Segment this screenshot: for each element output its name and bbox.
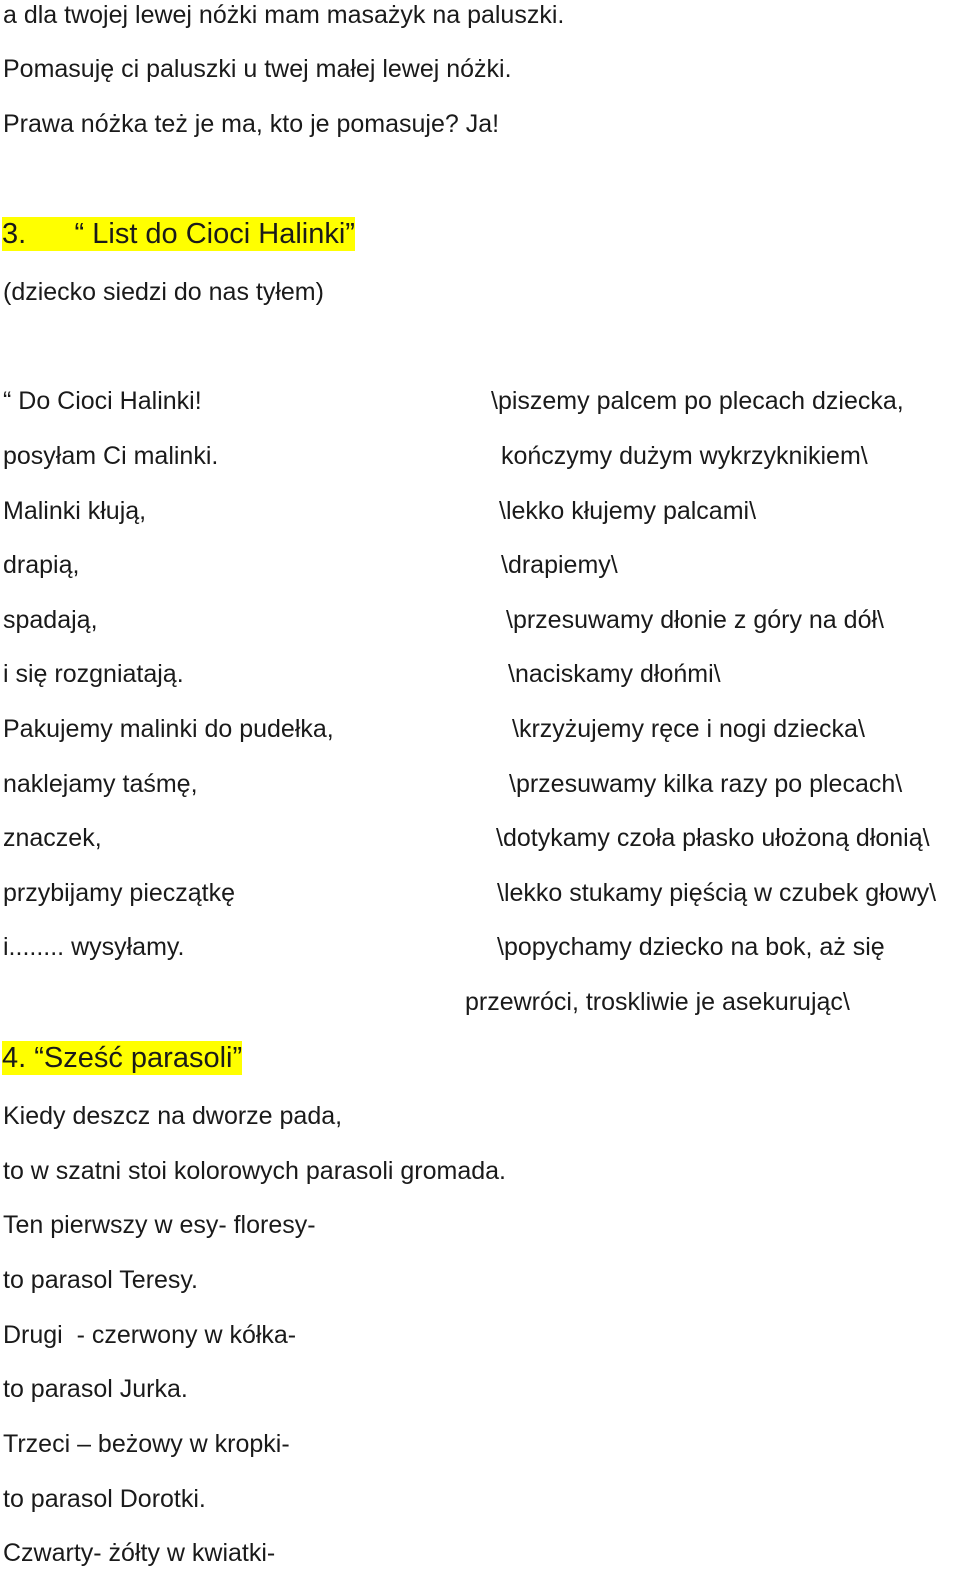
action-instruction: \piszemy palcem po plecach dziecka, xyxy=(491,387,904,415)
poem-line: Pakujemy malinki do pudełka, xyxy=(3,715,334,743)
poem-line: “ Do Cioci Halinki! xyxy=(3,387,202,415)
action-instruction: \przesuwamy dłonie z góry na dół\ xyxy=(506,606,884,634)
poem-line: posyłam Ci malinki. xyxy=(3,442,219,470)
poem-line: to w szatni stoi kolorowych parasoli gromada. xyxy=(3,1157,507,1185)
intro-line-3: Prawa nóżka też je ma, kto je pomasuje? Ja! xyxy=(3,110,500,138)
intro-line-1: a dla twojej lewej nóżki mam masażyk na paluszki. xyxy=(3,1,565,29)
poem-line: i........ wysyłamy. xyxy=(3,933,185,961)
poem-line: spadają, xyxy=(3,606,98,634)
poem-line: Trzeci – beżowy w kropki- xyxy=(3,1430,290,1458)
poem-line: i się rozgniatają. xyxy=(3,660,184,688)
poem-line: przybijamy pieczątkę xyxy=(3,879,236,907)
action-instruction: \dotykamy czoła płasko ułożoną dłonią\ xyxy=(496,824,930,852)
poem-line: Drugi - czerwony w kółka- xyxy=(3,1321,297,1349)
poem-line: drapią, xyxy=(3,551,80,579)
poem-line: Kiedy deszcz na dworze pada, xyxy=(3,1102,343,1130)
action-instruction: \lekko kłujemy palcami\ xyxy=(499,497,757,525)
poem-line: to parasol Teresy. xyxy=(3,1266,199,1294)
poem-line: naklejamy taśmę, xyxy=(3,770,198,798)
action-instruction: \przesuwamy kilka razy po plecach\ xyxy=(509,770,903,798)
poem-line: znaczek, xyxy=(3,824,102,852)
section-4-heading: 4. “Sześć parasoli” xyxy=(2,1042,243,1074)
poem-line: Ten pierwszy w esy- floresy- xyxy=(3,1211,316,1239)
action-instruction-continuation: przewróci, troskliwie je asekurując\ xyxy=(465,988,850,1016)
action-instruction: \lekko stukamy pięścią w czubek głowy\ xyxy=(497,879,937,907)
poem-line: to parasol Jurka. xyxy=(3,1375,188,1403)
poem-line: Malinki kłują, xyxy=(3,497,147,525)
action-instruction: \naciskamy dłońmi\ xyxy=(508,660,721,688)
action-instruction: \krzyżujemy ręce i nogi dziecka\ xyxy=(512,715,865,743)
intro-line-2: Pomasuję ci paluszki u twej małej lewej nóżki. xyxy=(3,55,512,83)
poem-line: to parasol Dorotki. xyxy=(3,1485,206,1513)
section-3-note: (dziecko siedzi do nas tyłem) xyxy=(3,278,324,306)
section-3-heading: 3. “ List do Cioci Halinki” xyxy=(2,218,355,250)
action-instruction: \popychamy dziecko na bok, aż się xyxy=(497,933,885,961)
poem-line: Czwarty- żółty w kwiatki- xyxy=(3,1539,276,1567)
action-instruction: \drapiemy\ xyxy=(501,551,618,579)
action-instruction: kończymy dużym wykrzyknikiem\ xyxy=(501,442,868,470)
